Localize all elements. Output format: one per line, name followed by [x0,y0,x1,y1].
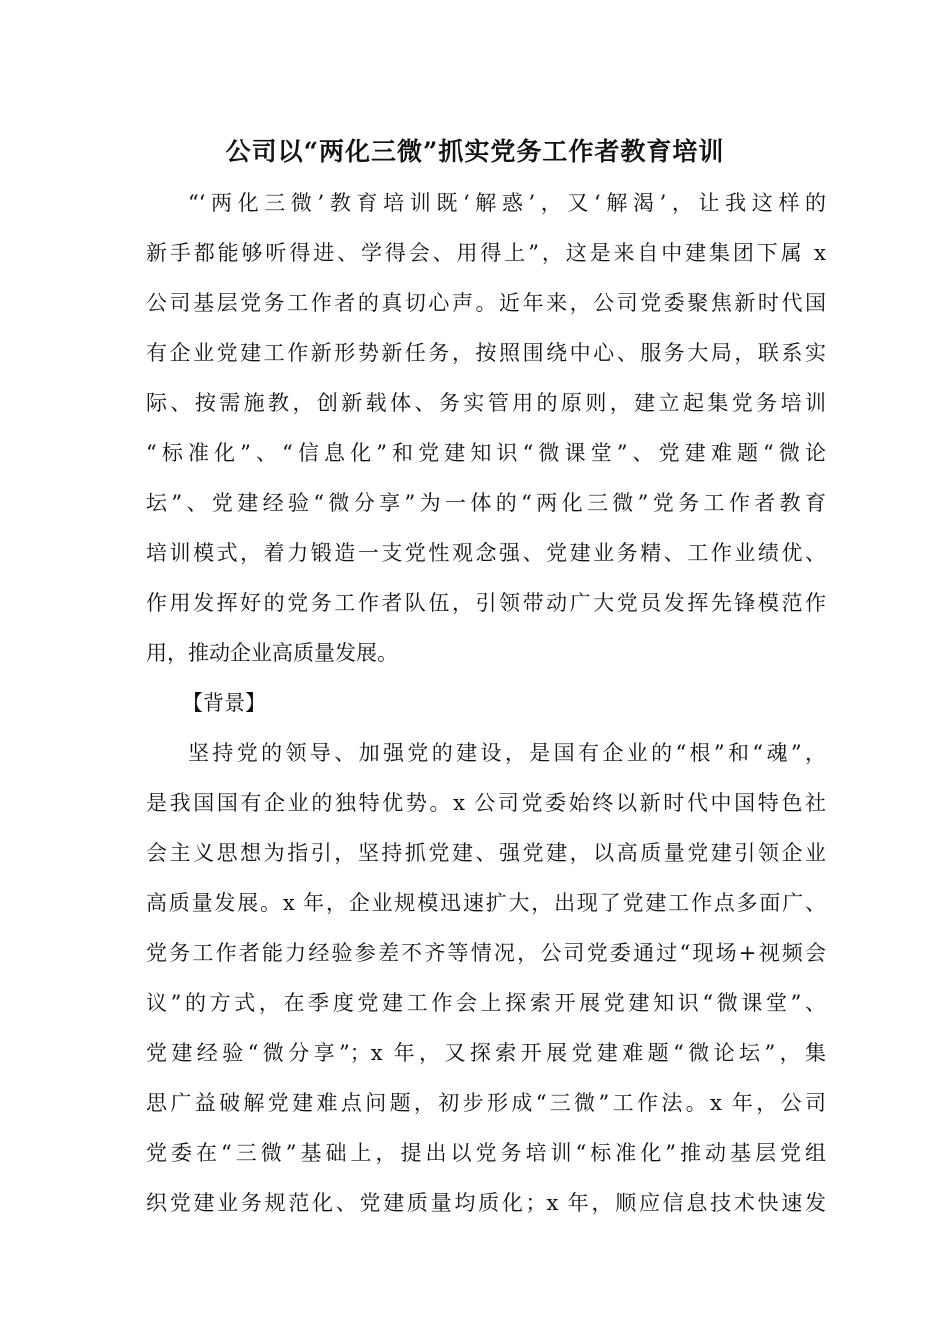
paragraph-line: 培训模式，着力锻造一支党性观念强、党建业务精、工作业绩优、 [146,541,826,565]
paragraph-line: 织党建业务规范化、党建质量均质化；x 年，顺应信息技术快速发 [146,1191,826,1215]
paragraph-line: 有企业党建工作新形势新任务，按照围绕中心、服务大局，联系实 [146,341,826,365]
paragraph-line: 新手都能够听得进、学得会、用得上”，这是来自中建集团下属 x [146,241,826,265]
paragraph-line: “标准化”、“信息化”和党建知识“微课堂”、党建难题“微论 [146,441,826,465]
paragraph-line: 公司基层党务工作者的真切心声。近年来，公司党委聚焦新时代国 [146,291,826,315]
paragraph-line: 党建经验“微分享”；x 年，又探索开展党建难题“微论坛”，集 [146,1041,826,1065]
paragraph-line: 会主义思想为指引，坚持抓党建、强党建，以高质量党建引领企业 [146,841,826,865]
document-title: 公司以“两化三微”抓实党务工作者教育培训 [225,137,725,166]
paragraph-line: 作用发挥好的党务工作者队伍，引领带动广大党员发挥先锋模范作 [146,591,826,615]
document-body [146,178,826,1228]
section-heading: 【背景】 [182,691,266,715]
paragraph-line: 思广益破解党建难点问题，初步形成“三微”工作法。x 年，公司 [146,1091,826,1115]
paragraph-line: 高质量发展。x 年，企业规模迅速扩大，出现了党建工作点多面广、 [146,891,826,915]
paragraph-line: 际、按需施教，创新载体、务实管用的原则，建立起集党务培训 [146,391,826,415]
paragraph-line: 坚持党的领导、加强党的建设，是国有企业的“根”和“魂”， [188,741,826,765]
paragraph-line: 用，推动企业高质量发展。 [146,641,398,665]
paragraph-line: 议”的方式，在季度党建工作会上探索开展党建知识“微课堂”、 [146,991,826,1015]
paragraph-line: 坛”、党建经验“微分享”为一体的“两化三微”党务工作者教育 [146,491,826,515]
paragraph-line: 党务工作者能力经验参差不齐等情况，公司党委通过“现场+视频会 [146,941,826,965]
paragraph-line: 党委在“三微”基础上，提出以党务培训“标准化”推动基层党组 [146,1141,826,1165]
paragraph-line: “‘两化三微’教育培训既‘解惑’，又‘解渴’，让我这样的 [188,191,826,215]
paragraph-line: 是我国国有企业的独特优势。x 公司党委始终以新时代中国特色社 [146,791,826,815]
